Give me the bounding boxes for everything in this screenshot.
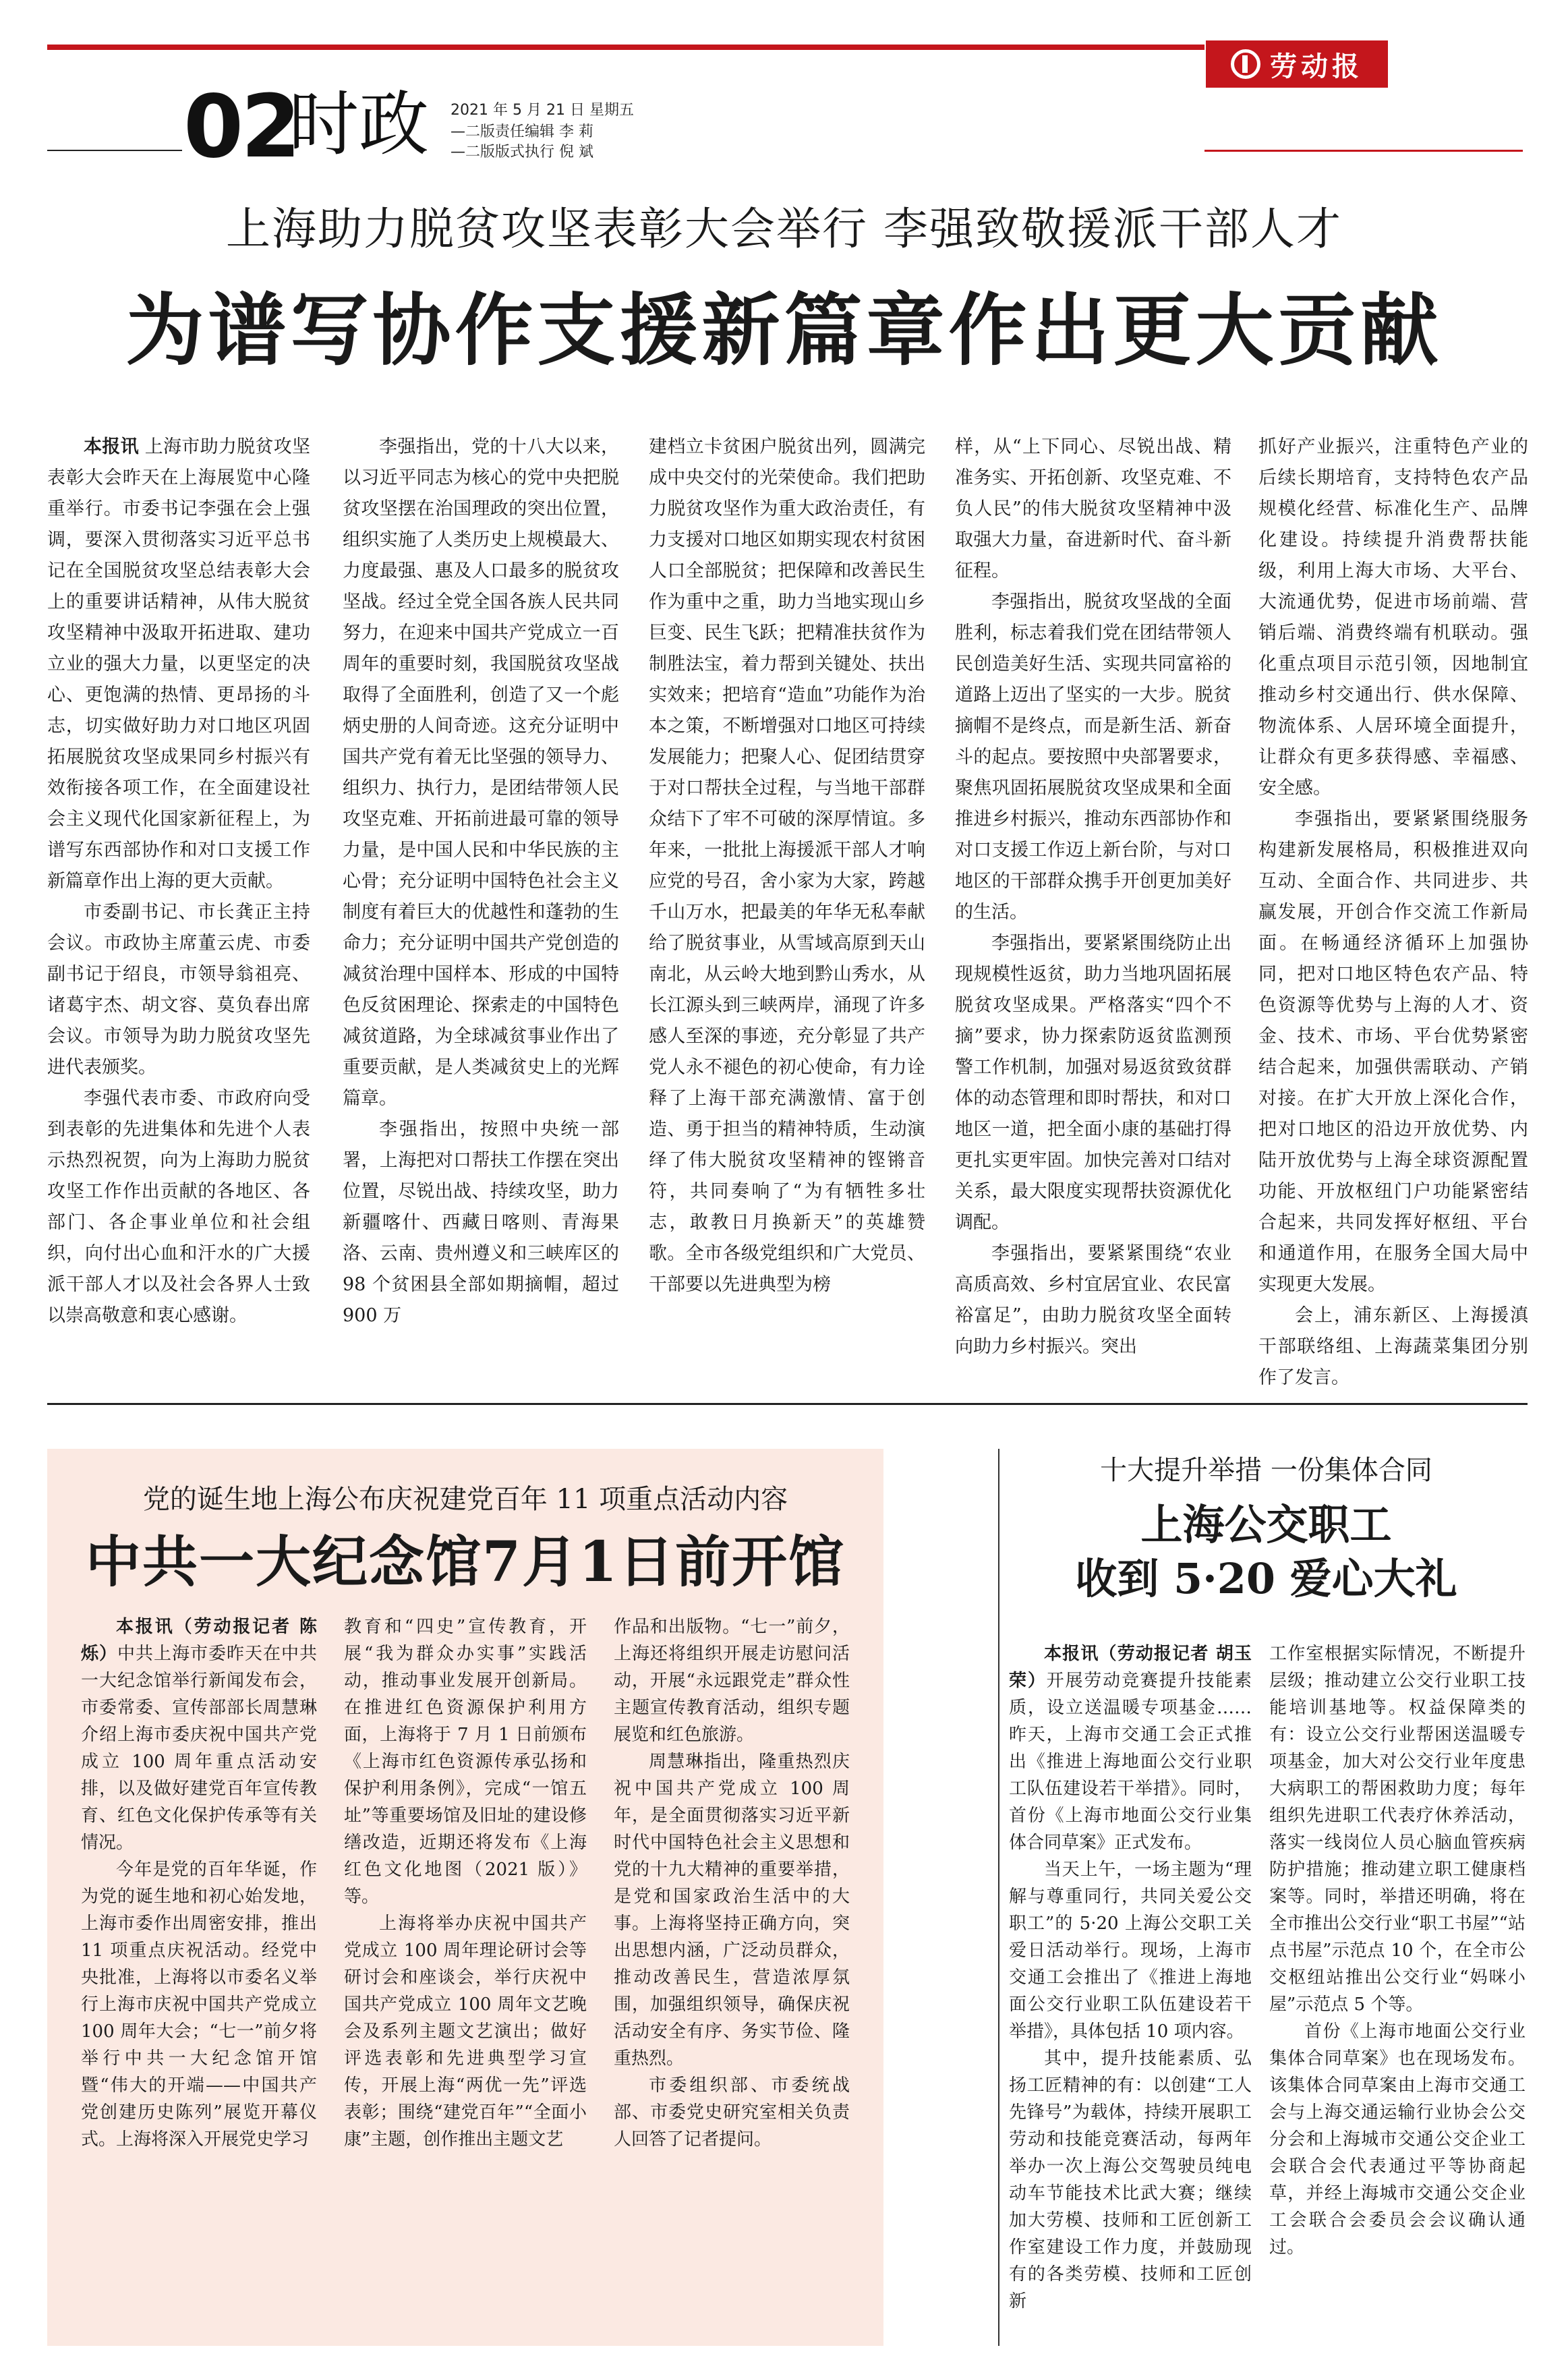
column-divider <box>998 1449 999 2346</box>
paragraph: 会上，浦东新区、上海援滇干部联络组、上海蔬菜集团分别作了发言。 <box>1258 1305 1528 1388</box>
paragraph: 李强代表市委、市政府向受到表彰的先进集体和先进个人表示热烈祝贺，向为上海助力脱贫攻坚工作作出贡献的各地区、各部门、各企事业单位和社会组织，向付出心血和汗水的广大援派干部人才以及社会各界人士致以崇高敬意和衷心感谢。 <box>47 1088 310 1326</box>
paragraph: 李强指出，要紧紧围绕服务构建新发展格局，积极推进双向互动、全面合作、共同进步、共赢发展，开创合作交流工作新局面。在畅通经济循环上加强协同，把对口地区特色农产品、特色资源等优势与上海的人才、资金、技术、市场、平台优势紧密结合起来，加强供需联动、产销对接。在扩大开放上深化合作，把对口地区的沿边开放优势、内陆开放优势与上海全球资源配置功能、开放枢纽门户功能紧密结合起来，共同发挥好枢纽、平台和通道作用，在服务全国大局中实现更大发展。 <box>1258 809 1528 1295</box>
story-b-col-3 <box>614 1613 850 2153</box>
paragraph: 市委组织部、市委统战部、市委党史研究室相关负责人回答了记者提问。 <box>614 2075 850 2150</box>
layout-credit-text: 二版版式执行 倪 斌 <box>465 144 593 161</box>
paragraph: 样，从“上下同心、尽锐出战、精准务实、开拓创新、攻坚克难、不负人民”的伟大脱贫攻坚精神中汲取强大力量，奋进新时代、奋斗新征程。 <box>955 436 1231 581</box>
story-b-headline: 中共一大纪念馆7月1日前开馆 <box>85 1530 846 1594</box>
paragraph: 工作室根据实际情况，不断提升层级；推动建立公交行业职工技能培训基地等。权益保障类的有：设立公交行业帮困送温暖专项基金，加大对公交行业年度患大病职工的帮困救助力度；每年组织先进职工代表疗休养活动，落实一线岗位人员心脑血管疾病防护措施；推动建立职工健康档案等。同时，举措还明确，将在全市推出公交行业“职工书屋”“站点书屋”示范点 10 个，在全市公交枢纽站推出公交行业“妈咪小屋”示范点 5 个等。 <box>1269 1644 1526 2015</box>
paragraph: 作品和出版物。“七一”前夕，上海还将组织开展走访慰问活动，开展“永远跟党走”群众性主题宣传教育活动，组织专题展览和红色旅游。 <box>614 1617 850 1745</box>
paragraph: 李强指出，要紧紧围绕防止出现规模性返贫，助力当地巩固拓展脱贫攻坚成果。严格落实“四个不摘”要求，协力探索防返贫监测预警工作机制，加强对易返贫致贫群体的动态管理和即时帮扶，和对口地区一道，把全面小康的基础打得更扎实更牢固。加快完善对口结对关系，最大限度实现帮扶资源优化调配。 <box>955 933 1231 1233</box>
header-red-rule <box>1204 150 1523 152</box>
layout-credit: —二版版式执行 倪 斌 <box>451 144 593 161</box>
main-lead-paragraph <box>47 432 310 897</box>
section-divider <box>47 1403 1528 1405</box>
story-b-kicker: 党的诞生地上海公布庆祝建党百年 11 项重点活动内容 <box>142 1484 788 1515</box>
story-c-lead-tag: 本报讯（劳动报记者 胡玉荣） <box>1009 1644 1252 1691</box>
paragraph: 周慧琳指出，隆重热烈庆祝中国共产党成立 100 周年，是全面贯彻落实习近平新时代中国特色社会主义思想和党的十九大精神的重要举措，是党和国家政治生活中的大事。上海将坚持正确方向，突出思想内涵，广泛动员群众，推动改善民生，营造浓厚氛围，加强组织领导，确保庆祝活动安全有序、务实节俭、隆重热烈。 <box>614 1752 850 2069</box>
main-col-4 <box>955 432 1231 1362</box>
paragraph: 李强指出，党的十八大以来，以习近平同志为核心的党中央把脱贫攻坚摆在治国理政的突出位置，组织实施了人类历史上规模最大、力度最强、惠及人口最多的脱贫攻坚战。经过全党全国各族人民共同努力，在迎来中国共产党成立一百周年的重要时刻，我国脱贫攻坚战取得了全面胜利，创造了又一个彪炳史册的人间奇迹。这充分证明中国共产党有着无比坚强的领导力、组织力、执行力，是团结带领人民攻坚克难、开拓前进最可靠的领导力量，是中国人民和中华民族的主心骨；充分证明中国特色社会主义制度有着巨大的优越性和蓬勃的生命力；充分证明中国共产党创造的减贫治理中国样本、形成的中国特色反贫困理论、探索走的中国特色减贫道路，为全球减贫事业作出了重要贡献，是人类减贫史上的光辉篇章。 <box>343 436 619 1109</box>
story-b-lead-paragraph <box>81 1613 317 1856</box>
story-b-col-2 <box>344 1613 587 2153</box>
logo-icon <box>1231 49 1260 79</box>
paragraph: 当天上午，一场主题为“理解与尊重同行，共同关爱公交职工”的 5·20 上海公交职工关爱日活动举行。现场，上海市交通工会推出了《推进上海地面公交行业职工队伍建设若干举措》，具体包括 10 项内容。 <box>1009 1860 1252 2042</box>
paragraph: 开展劳动竞赛提升技能素质，设立送温暖专项基金……昨天，上海市交通工会正式推出《推进上海地面公交行业职工队伍建设若干举措》。同时，首份《上海市地面公交行业集体合同草案》正式发布。 <box>1009 1671 1252 1853</box>
main-kicker: 上海助力脱贫攻坚表彰大会举行 李强致敬援派干部人才 <box>226 203 1342 255</box>
paragraph: 上海市助力脱贫攻坚表彰大会昨天在上海展览中心隆重举行。市委书记李强在会上强调，要深入贯彻落实习近平总书记在全国脱贫攻坚总结表彰大会上的重要讲话精神，从伟大脱贫攻坚精神中汲取开拓进取、建功立业的强大力量，以更坚定的决心、更饱满的热情、更昂扬的斗志，切实做好助力对口地区巩固拓展脱贫攻坚成果同乡村振兴有效衔接各项工作，在全面建设社会主义现代化国家新征程上，为谱写东西部协作和对口支援工作新篇章作出上海的更大贡献。 <box>47 436 311 892</box>
issue-date: 2021 年 5 月 21 日 星期五 <box>451 102 634 119</box>
main-headline: 为谱写协作支援新篇章作出更大贡献 <box>125 285 1443 376</box>
page-number: 02 <box>183 77 299 177</box>
story-c-headline-1: 上海公交职工 <box>1140 1500 1392 1549</box>
newspaper-logo <box>1206 40 1388 88</box>
main-col-2 <box>343 432 619 1331</box>
paragraph: 李强指出，按照中央统一部署，上海把对口帮扶工作摆在突出位置，尽锐出战、持续攻坚，助力新疆喀什、西藏日喀则、青海果洛、云南、贵州遵义和三峡库区的 98 个贫困县全部如期摘帽，超过 900 万 <box>343 1119 619 1326</box>
story-c-col-2 <box>1269 1640 1526 2261</box>
main-col-5 <box>1258 432 1528 1394</box>
story-c-headline-2: 收到 5·20 爱心大礼 <box>1075 1554 1457 1603</box>
paragraph: 中共上海市委昨天在中共一大纪念馆举行新闻发布会，市委常委、宣传部部长周慧琳介绍上海市委庆祝中国共产党成立 100 周年重点活动安排，以及做好建党百年宣传教育、红色文化保护传承等有关情况。 <box>81 1644 317 1853</box>
paragraph: 上海将举办庆祝中国共产党成立 100 周年理论研讨会等研讨会和座谈会，举行庆祝中国共产党成立 100 周年文艺晚会及系列主题文艺演出；做好评选表彰和先进典型学习宣传，开展上海“两优一先”评选表彰；围绕“建党百年”“全面小康”主题，创作推出主题文艺 <box>344 1914 587 2150</box>
paragraph: 抓好产业振兴，注重特色产业的后续长期培育，支持特色农产品规模化经营、标准化生产、品牌化建设。持续提升消费帮扶能级，利用上海大市场、大平台、大流通优势，促进市场前端、营销后端、消费终端有机联动。强化重点项目示范引领，因地制宜推动乡村交通出行、供水保障、物流体系、人居环境全面提升，让群众有更多获得感、幸福感、安全感。 <box>1258 436 1528 799</box>
paragraph: 李强指出，脱贫攻坚战的全面胜利，标志着我们党在团结带领人民创造美好生活、实现共同富裕的道路上迈出了坚实的一大步。脱贫摘帽不是终点，而是新生活、新奋斗的起点。要按照中央部署要求，聚焦巩固拓展脱贫攻坚成果和全面推进乡村振兴，推动东西部协作和对口支援工作迈上新台阶，与对口地区的干部群众携手开创更加美好的生活。 <box>955 592 1231 923</box>
top-red-rule <box>47 45 1204 50</box>
editor-credit-text: 二版责任编辑 李 莉 <box>465 123 593 140</box>
header-left-rule <box>47 150 182 151</box>
story-c-lead-paragraph <box>1009 1640 1252 1856</box>
section-title: 时政 <box>289 83 430 165</box>
editor-credit: —二版责任编辑 李 莉 <box>451 123 593 140</box>
main-col-3 <box>649 432 925 1300</box>
story-c-kicker: 十大提升举措 一份集体合同 <box>1100 1455 1432 1486</box>
story-b-col-1 <box>81 1613 317 2153</box>
main-col-1 <box>47 432 310 1331</box>
story-b-lead-tag: 本报讯（劳动报记者 陈烁） <box>81 1617 317 1664</box>
paragraph: 首份《上海市地面公交行业集体合同草案》也在现场发布。该集体合同草案由上海市交通工会与上海交通运输行业协会公交分会和上海城市交通公交企业工会联合会代表通过平等协商起草，并经上海城市交通公交企业工会联合会委员会会议确认通过。 <box>1269 2021 1526 2258</box>
paragraph: 今年是党的百年华诞，作为党的诞生地和初心始发地，上海市委作出周密安排，推出 11 项重点庆祝活动。经党中央批准，上海将以市委名义举行上海市庆祝中国共产党成立 100 周年大会；“七一”前夕将举行中共一大纪念馆开馆暨“伟大的开端——中国共产党创建历史陈列”展览开幕仪式。上海将深入开展党史学习 <box>81 1860 317 2150</box>
story-c-col-1 <box>1009 1640 1252 2315</box>
paragraph: 其中，提升技能素质、弘扬工匠精神的有：以创建“工人先锋号”为载体，持续开展职工劳动和技能竞赛活动，每两年举办一次上海公交驾驶员纯电动车节能技术比武大赛；继续加大劳模、技师和工匠创新工作室建设工作力度，并鼓励现有的各类劳模、技师和工匠创新 <box>1009 2048 1252 2311</box>
paragraph: 教育和“四史”宣传教育，开展“我为群众办实事”实践活动，推动事业发展开创新局。在推进红色资源保护利用方面，上海将于 7 月 1 日前颁布《上海市红色资源传承弘扬和保护利用条例》，完成“一馆五址”等重要场馆及旧址的建设修缮改造，近期还将发布《上海红色文化地图（2021 版）》等。 <box>344 1617 587 1907</box>
paragraph: 建档立卡贫困户脱贫出列，圆满完成中央交付的光荣使命。我们把助力脱贫攻坚作为重大政治责任，有力支援对口地区如期实现农村贫困人口全部脱贫；把保障和改善民生作为重中之重，助力当地实现山乡巨变、民生飞跃；把精准扶贫作为制胜法宝，着力帮到关键处、扶出实效来；把培育“造血”功能作为治本之策，不断增强对口地区可持续发展能力；把聚人心、促团结贯穿于对口帮扶全过程，与当地干部群众结下了牢不可破的深厚情谊。多年来，一批批上海援派干部人才响应党的号召，舍小家为大家，跨越千山万水，把最美的年华无私奉献给了脱贫事业，从雪域高原到天山南北，从云岭大地到黔山秀水，从长江源头到三峡两岸，涌现了许多感人至深的事迹，充分彰显了共产党人永不褪色的初心使命，有力诠释了上海干部充满激情、富于创造、勇于担当的精神特质，生动演绎了伟大脱贫攻坚精神的铿锵音符，共同奏响了“为有牺牲多壮志，敢教日月换新天”的英雄赞歌。全市各级党组织和广大党员、干部要以先进典型为榜 <box>649 436 925 1295</box>
logo-text: 劳动报 <box>1270 51 1363 82</box>
main-lead-tag: 本报讯 <box>84 436 139 457</box>
paragraph: 市委副书记、市长龚正主持会议。市政协主席董云虎、市委副书记于绍良，市领导翁祖亮、诸葛宇杰、胡文容、莫负春出席会议。市领导为助力脱贫攻坚先进代表颁奖。 <box>47 902 310 1078</box>
paragraph: 李强指出，要紧紧围绕“农业高质高效、乡村宜居宜业、农民富裕富足”，由助力脱贫攻坚全面转向助力乡村振兴。突出 <box>955 1243 1231 1357</box>
